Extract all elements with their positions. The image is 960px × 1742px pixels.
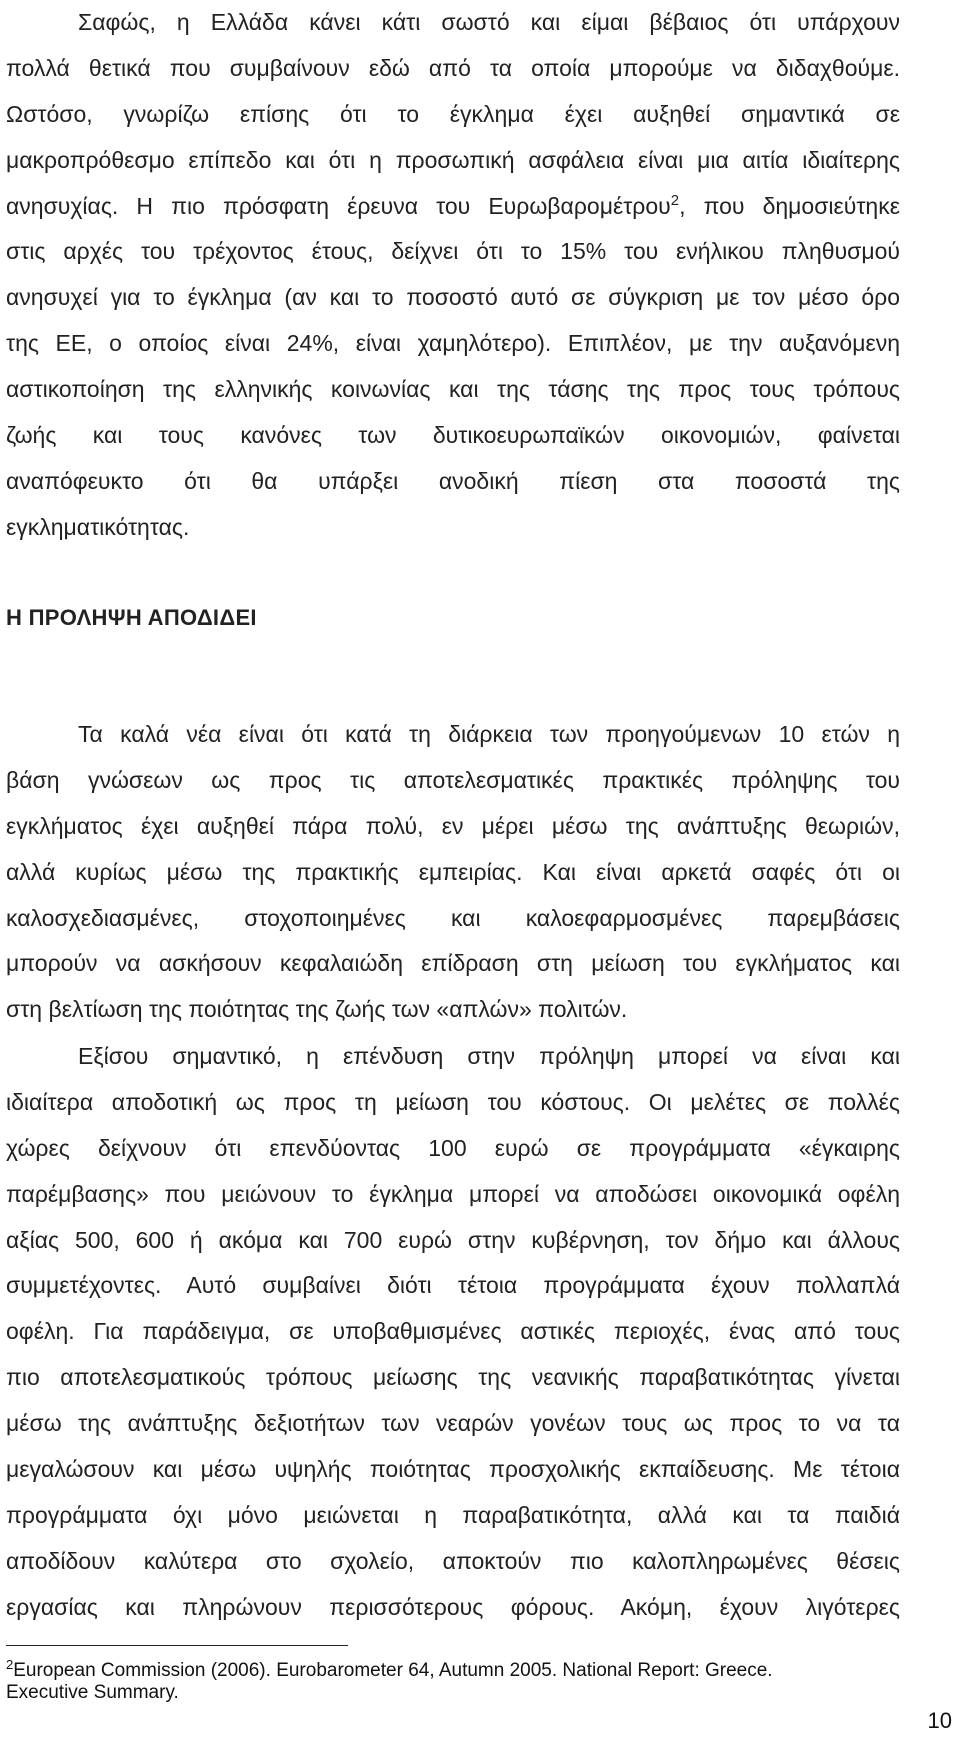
footnote-line: Executive Summary. [6, 1682, 179, 1703]
footnote [6, 1657, 773, 1704]
text-line: της ΕΕ, ο οποίος είναι 24%, είναι χαμηλότερο). Επιπλέον, με την αυξανόμενη [6, 330, 900, 357]
text-line: αποδίδουν καλύτερα στο σχολείο, αποκτούν πιο καλοπληρωμένες θέσεις [6, 1547, 900, 1574]
text-line: μακροπρόθεσμο επίπεδο και ότι η προσωπική ασφάλεια είναι μια αιτία ιδιαίτερης [6, 146, 900, 173]
text-line: εγκληματικότητας. [6, 513, 190, 540]
page-number: 10 [927, 1708, 952, 1733]
text-line: προγράμματα όχι μόνο μειώνεται η παραβατικότητα, αλλά και τα παιδιά [6, 1501, 900, 1528]
text-line: χώρες δείχνουν ότι επενδύοντας 100 ευρώ σε προγράμματα «έγκαιρης [6, 1134, 900, 1161]
paragraph-prevention-cost-effectiveness [6, 1034, 900, 1631]
text-line: Εξίσου σημαντικό, η επένδυση στην πρόληψη μπορεί να είναι και [78, 1043, 900, 1069]
text-line: παρέμβασης» που μειώνουν το έγκλημα μπορεί να αποδώσει οικονομικά οφέλη [6, 1180, 900, 1207]
text-line: ζωής και τους κανόνες των δυτικοευρωπαϊκών οικονομιών, φαίνεται [6, 422, 900, 449]
text-line: καλοσχεδιασμένες, στοχοποιημένες και καλοεφαρμοσμένες παρεμβάσεις [6, 904, 900, 931]
text-line: συμμετέχοντες. Αυτό συμβαίνει διότι τέτοια προγράμματα έχουν πολλαπλά [6, 1272, 900, 1299]
text-segment: ανησυχίας. Η πιο πρόσφατη έρευνα του Ευρωβαρομέτρου [6, 192, 671, 219]
text-line: Σαφώς, η Ελλάδα κάνει κάτι σωστό και είμαι βέβαιος ότι υπάρχουν [78, 9, 900, 35]
text-line: μεγαλώσουν και μέσω υψηλής ποιότητας προσχολικής εκπαίδευσης. Με τέτοια [6, 1456, 900, 1483]
text-segment: , που δημοσιεύτηκε [679, 192, 900, 219]
text-line: αναπόφευκτο ότι θα υπάρξει ανοδική πίεση στα ποσοστά της [6, 467, 900, 494]
footnote-number: 2 [6, 1657, 14, 1672]
text-line: αλλά κυρίως μέσω της πρακτικής εμπειρίας. Και είναι αρκετά σαφές ότι οι [6, 858, 900, 885]
text-line: αστικοποίηση της ελληνικής κοινωνίας και της τάσης της προς τους τρόπους [6, 376, 900, 403]
text-line: οφέλη. Για παράδειγμα, σε υποβαθμισμένες αστικές περιοχές, ένας από τους [6, 1318, 900, 1345]
paragraph-prevention-knowledge [6, 712, 900, 1033]
text-line: Ωστόσο, γνωρίζω επίσης ότι το έγκλημα έχει αυξηθεί σημαντικά σε [6, 100, 900, 127]
text-line: πολλά θετικά που συμβαίνουν εδώ από τα οποία μπορούμε να διδαχθούμε. [6, 54, 900, 81]
text-line: ανησυχεί για το έγκλημα (αν και το ποσοστό αυτό σε σύγκριση με τον μέσο όρο [6, 284, 900, 311]
footnote-separator [6, 1645, 348, 1646]
text-line: μπορούν να ασκήσουν κεφαλαιώδη επίδραση στη μείωση του εγκλήματος και [6, 950, 900, 977]
text-line: βάση γνώσεων ως προς τις αποτελεσματικές πρακτικές πρόληψης του [6, 766, 900, 793]
footnote-text: European Commission (2006). Eurobarometer 64, Autumn 2005. National Report: Greece. [13, 1660, 773, 1681]
footnote-line [6, 1657, 773, 1682]
text-line: Τα καλά νέα είναι ότι κατά τη διάρκεια των προηγούμενων 10 ετών η [78, 721, 900, 747]
text-line: πιο αποτελεσματικούς τρόπους μείωσης της νεανικής παραβατικότητας γίνεται [6, 1364, 900, 1391]
text-line: στις αρχές του τρέχοντος έτους, δείχνει ότι το 15% του ενήλικου πληθυσμού [6, 238, 900, 265]
text-line: μέσω της ανάπτυξης δεξιοτήτων των νεαρών γονέων τους ως προς το να τα [6, 1410, 900, 1437]
text-line [6, 184, 900, 230]
text-line: εγκλήματος έχει αυξηθεί πάρα πολύ, εν μέρει μέσω της ανάπτυξης θεωριών, [6, 812, 900, 839]
text-line: αξίας 500, 600 ή ακόμα και 700 ευρώ στην κυβέρνηση, τον δήμο και άλλους [6, 1226, 900, 1253]
footnote-reference: 2 [670, 191, 680, 209]
section-heading: Η ΠΡΟΛΗΨΗ ΑΠΟΔΙΔΕΙ [6, 605, 257, 630]
paragraph-greece-crime-context [6, 0, 900, 551]
text-line: στη βελτίωση της ποιότητας της ζωής των «απλών» πολιτών. [6, 996, 628, 1023]
text-line: ιδιαίτερα αποδοτική ως προς τη μείωση του κόστους. Οι μελέτες σε πολλές [6, 1088, 900, 1115]
text-line: εργασίας και πληρώνουν περισσότερους φόρους. Ακόμη, έχουν λιγότερες [6, 1593, 900, 1620]
